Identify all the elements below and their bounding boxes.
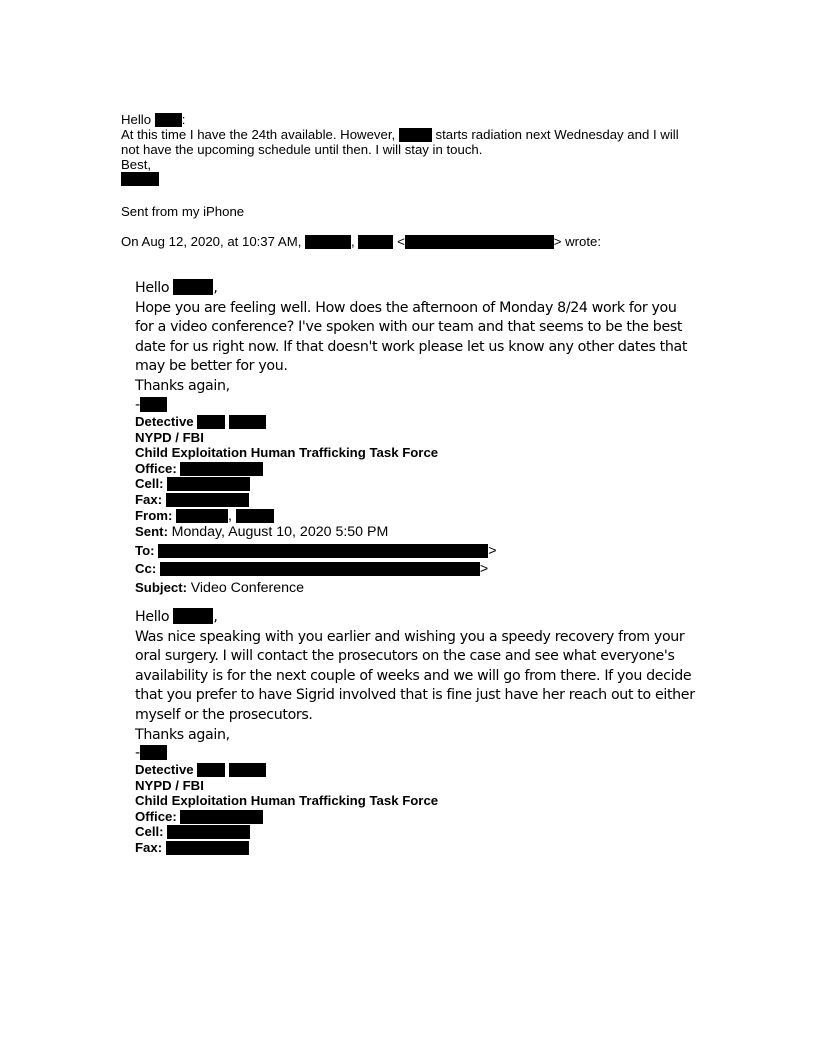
quote-comma: , — [351, 234, 355, 249]
top-message — [121, 112, 679, 187]
reply-body-line: may be better for you. — [135, 358, 288, 375]
reply-greeting-line — [135, 279, 687, 299]
sig-agency: NYPD / FBI — [135, 429, 204, 445]
header-subject-label: Subject: — [135, 579, 188, 595]
original-body-line: myself or the prosecutors. — [135, 706, 313, 723]
redaction-box — [229, 415, 266, 429]
redaction-box — [180, 810, 263, 824]
sent-from-line: Sent from my iPhone — [121, 204, 245, 219]
original-body-line: oral surgery. I will contact the prosecutors on the case and see what everyone's — [135, 648, 675, 665]
header-sent-line — [135, 524, 497, 541]
top-greeting: Hello — [121, 112, 152, 127]
reply-dash-line — [135, 397, 687, 413]
redaction-box — [399, 128, 432, 142]
header-subject-value: Video Conference — [190, 579, 305, 596]
top-greeting-punct: : — [181, 112, 186, 127]
quote-prefix: On Aug 12, 2020, at 10:37 AM, — [121, 234, 302, 249]
redaction-box — [166, 493, 249, 507]
sig-unit: Child Exploitation Human Trafficking Task Force — [135, 445, 439, 461]
sig2-office-label: Office: — [135, 808, 177, 824]
reply-greeting-punct: , — [213, 280, 218, 296]
original-thanks: Thanks again, — [135, 726, 230, 743]
redaction-box — [305, 235, 351, 249]
header-cc-line — [135, 561, 497, 578]
sig2-unit: Child Exploitation Human Trafficking Task Force — [135, 793, 439, 809]
header-to-label: To: — [135, 542, 155, 558]
original-greeting: Hello — [135, 609, 170, 625]
redaction-box — [160, 562, 480, 576]
sig2-title: Detective — [135, 762, 194, 777]
redaction-box — [229, 763, 266, 777]
header-to-suffix: > — [488, 542, 497, 559]
header-sent-value: Monday, August 10, 2020 5:50 PM — [171, 524, 389, 541]
header-cc-label: Cc: — [135, 561, 157, 577]
redaction-box — [158, 544, 488, 558]
redaction-box — [405, 235, 554, 249]
header-subject-line — [135, 580, 497, 597]
reply-body-line: date for us right now. If that doesn't work please let us know any other dates that — [135, 338, 688, 355]
quote-open: < — [397, 234, 405, 249]
sig2-fax-label: Fax: — [135, 839, 163, 855]
top-line-1b: starts radiation next Wednesday and I will — [435, 127, 679, 142]
sig-cell-line — [135, 476, 497, 492]
original-message — [135, 608, 695, 761]
redaction-box — [121, 172, 159, 186]
reply-greeting: Hello — [135, 280, 170, 296]
original-greeting-line — [135, 608, 695, 628]
sig-fax-line — [135, 492, 497, 508]
redaction-box — [176, 509, 228, 523]
reply-message — [135, 279, 687, 413]
signature-block-1 — [135, 414, 497, 597]
reply-thanks: Thanks again, — [135, 377, 230, 394]
redaction-box — [358, 235, 393, 249]
redaction-box — [140, 745, 167, 760]
header-from-line — [135, 508, 497, 525]
header-to-line — [135, 543, 497, 560]
header-cc-suffix: > — [479, 561, 489, 578]
original-body-line: availability is for the next couple of weeks and we will go from there. If you decide — [135, 667, 692, 684]
sig-office-label: Office: — [135, 460, 177, 476]
sig2-cell-line — [135, 824, 438, 840]
redaction-box — [180, 462, 263, 476]
sig-title: Detective — [135, 414, 194, 429]
quote-suffix: > wrote: — [553, 234, 602, 249]
redaction-box — [167, 477, 250, 491]
sig2-office-line — [135, 809, 438, 825]
header-sent-label: Sent: — [135, 524, 168, 540]
sig-office-line — [135, 461, 497, 477]
top-greeting-line — [121, 112, 679, 127]
redaction-box — [166, 841, 249, 855]
redaction-box — [236, 509, 274, 523]
original-greeting-punct: , — [213, 609, 218, 625]
top-line-1a: At this time I have the 24th available. However, — [121, 127, 396, 142]
top-line-1 — [121, 127, 679, 142]
header-from-label: From: — [135, 507, 173, 523]
original-body-line: that you prefer to have Sigrid involved that is fine just have her reach out to either — [135, 687, 695, 704]
reply-body-line: Hope you are feeling well. How does the afternoon of Monday 8/24 work for you — [135, 299, 677, 316]
redaction-box — [155, 113, 182, 127]
original-dash-line — [135, 745, 695, 761]
sig2-fax-line — [135, 840, 438, 856]
original-dash: - — [135, 745, 140, 762]
reply-dash: - — [135, 396, 140, 413]
original-body-line: Was nice speaking with you earlier and wishing you a speedy recovery from your — [135, 628, 685, 645]
redaction-box — [140, 397, 167, 412]
header-from-comma: , — [228, 507, 232, 524]
redaction-box — [197, 415, 225, 429]
reply-body-line: for a video conference? I've spoken with our team and that seems to be the best — [135, 319, 683, 336]
redaction-box — [173, 608, 213, 624]
sig-title-line — [135, 414, 497, 430]
top-closing: Best, — [121, 157, 152, 172]
sig-fax-label: Fax: — [135, 491, 163, 507]
sig2-agency: NYPD / FBI — [135, 777, 204, 793]
sig2-title-line — [135, 762, 438, 778]
redaction-box — [197, 763, 225, 777]
top-signoff-line — [121, 172, 679, 187]
sig2-cell-label: Cell: — [135, 824, 164, 840]
quote-header-line — [121, 234, 601, 249]
signature-block-2 — [135, 762, 438, 856]
redaction-box — [173, 279, 213, 295]
sig-cell-label: Cell: — [135, 476, 164, 492]
redaction-box — [167, 825, 250, 839]
top-line-2: not have the upcoming schedule until then. I will stay in touch. — [121, 142, 483, 157]
